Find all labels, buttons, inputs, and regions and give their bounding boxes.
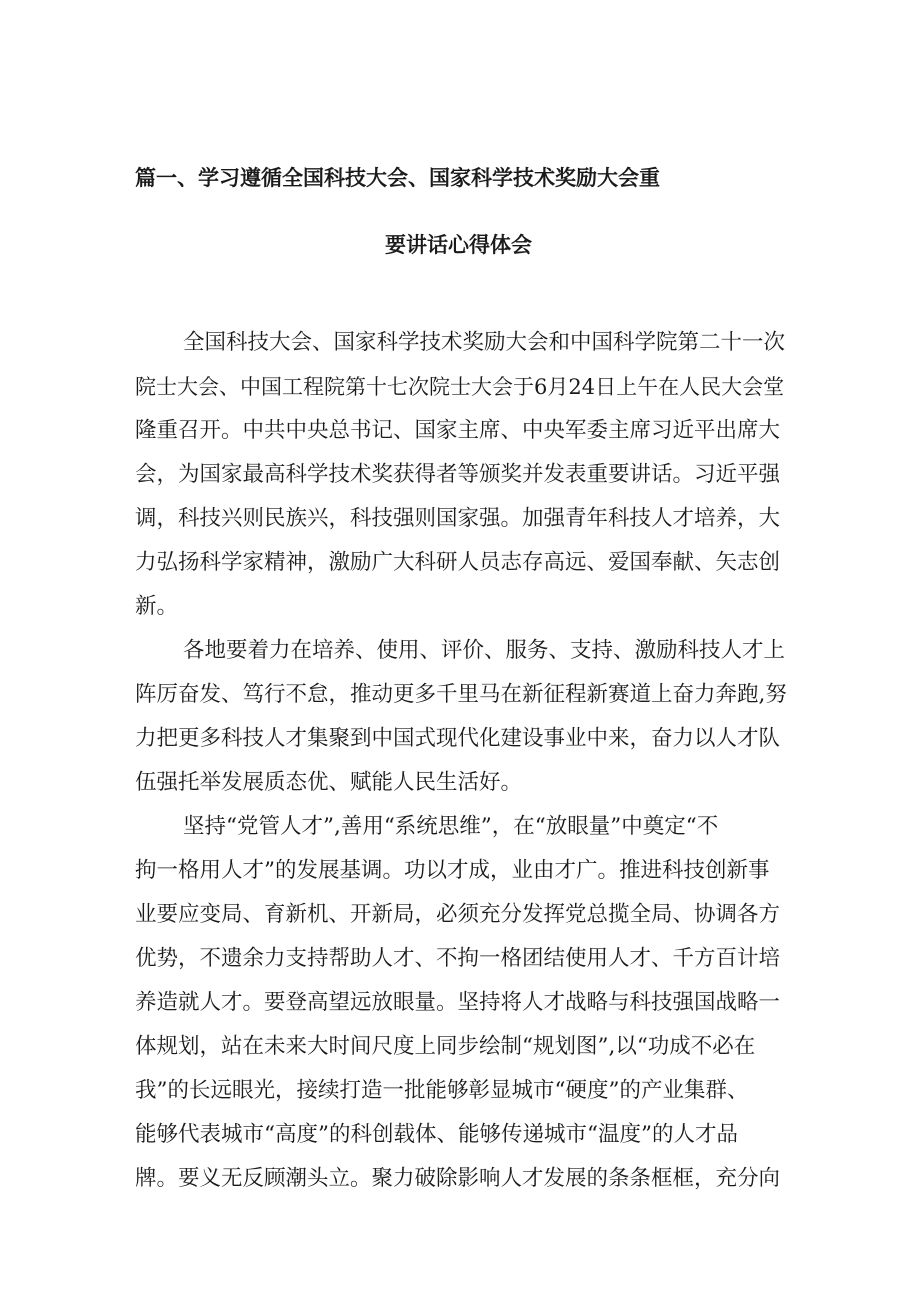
paragraph-1-line-3: 隆重召开。中共中央总书记、国家主席、中央军委主席习近平出席大: [135, 418, 781, 443]
paragraph-2-line-3: 力把更多科技人才集聚到中国式现代化建设事业中来，奋力以人才队: [135, 726, 781, 751]
paragraph-3-line-3: 业要应变局、育新机、开新局，必须充分发挥党总揽全局、协调各方: [135, 902, 781, 927]
paragraph-3-line-8: 能够代表城市“高度”的科创载体、能够传递城市“温度”的人才品: [135, 1122, 738, 1147]
paragraph-3-line-2: 拘一格用人才”的发展基调。功以才成，业由才广。推进科技创新事: [135, 858, 770, 883]
paragraph-3-line-6: 体规划，站在未来大时间尺度上同步绘制“规划图”,以“功成不必在: [135, 1034, 756, 1059]
paragraph-2-line-2: 阵厉奋发、笃行不怠，推动更多千里马在新征程新赛道上奋力奔跑,努: [135, 682, 787, 707]
document-title-line-2: 要讲话心得体会: [385, 233, 532, 257]
paragraph-3-line-5: 养造就人才。要登高望远放眼量。坚持将人才战略与科技强国战略一: [135, 990, 781, 1015]
paragraph-3-line-7: 我”的长远眼光，接续打造一批能够彰显城市“硬度”的产业集群、: [135, 1078, 749, 1103]
document-title-line-1: 篇一、学习遵循全国科技大会、国家科学技术奖励大会重: [135, 166, 660, 190]
paragraph-1-line-4: 会，为国家最高科学技术奖获得者等颁奖并发表重要讲话。习近平强: [135, 462, 781, 487]
paragraph-1-line-7: 新。: [135, 594, 179, 619]
paragraph-1-line-6: 力弘扬科学家精神，激励广大科研人员志存高远、爱国奉献、矢志创: [135, 550, 781, 575]
paragraph-3-line-4: 优势，不遗余力支持帮助人才、不拘一格团结使用人才、千方百计培: [135, 946, 781, 971]
paragraph-2-line-1: 各地要着力在培养、使用、评价、服务、支持、激励科技人才上: [183, 638, 786, 663]
paragraph-1-line-2: 院士大会、中国工程院第十七次院士大会于6月24日上午在人民大会堂: [135, 375, 785, 399]
paragraph-3-line-9: 牌。要义无反顾潮头立。聚力破除影响人才发展的条条框框，充分向: [135, 1166, 781, 1191]
paragraph-3-line-1: 坚持“党管人才”,善用“系统思维”，在“放眼量”中奠定“不: [183, 814, 719, 839]
paragraph-2-line-4: 伍强托举发展质态优、赋能人民生活好。: [135, 770, 523, 795]
paragraph-1-line-5: 调，科技兴则民族兴，科技强则国家强。加强青年科技人才培养，大: [135, 506, 781, 531]
paragraph-1-line-1: 全国科技大会、国家科学技术奖励大会和中国科学院第二十一次: [183, 330, 786, 355]
